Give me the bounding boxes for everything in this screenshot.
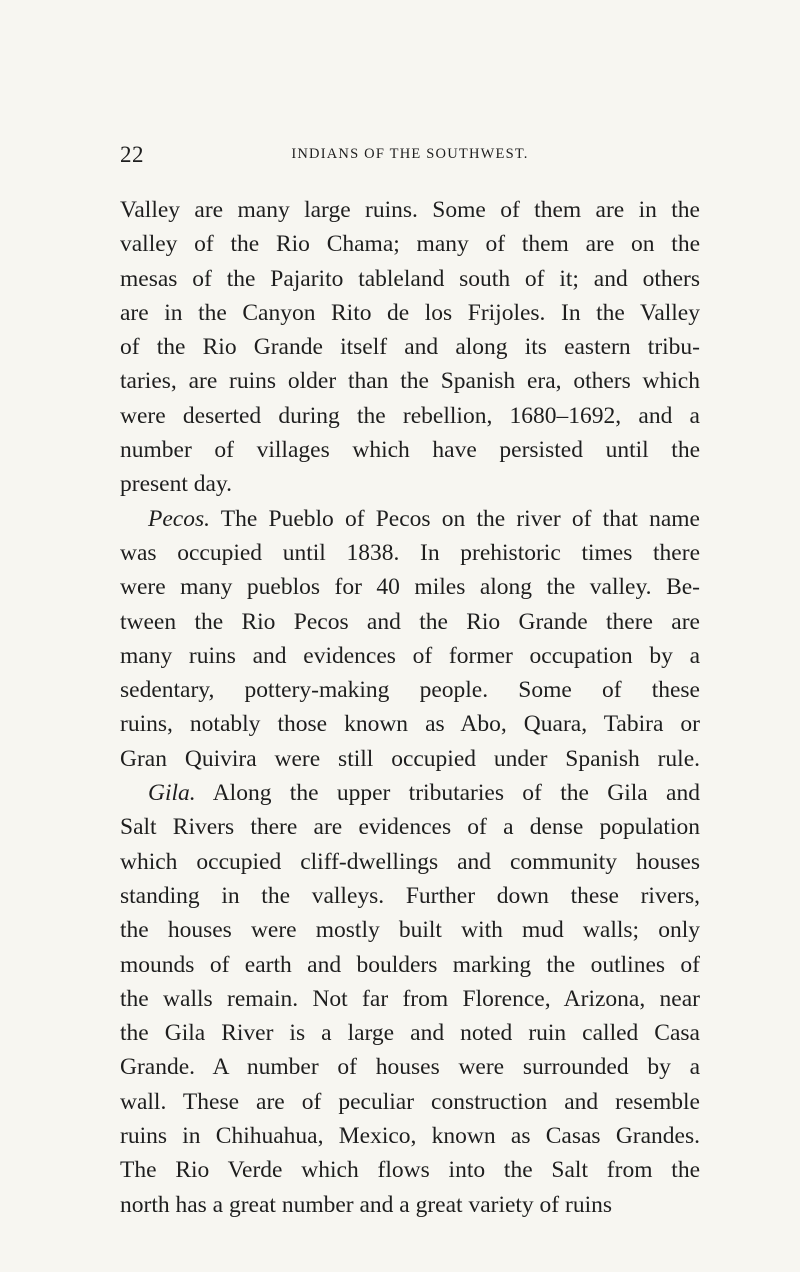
section-heading-gila: Gila.: [148, 780, 196, 807]
text-run: The Pueblo of Pecos on the river of that name: [210, 505, 700, 532]
body-text: [120, 193, 700, 1222]
text-line: tween the Rio Pecos and the Rio Grande there are: [120, 608, 700, 635]
text-line: standing in the valleys. Further down these rivers,: [120, 882, 700, 909]
text-line-with-heading: [120, 502, 700, 536]
text-line: the walls remain. Not far from Florence, Arizona, near: [120, 985, 700, 1012]
text-line: was occupied until 1838. In prehistoric times there: [120, 539, 700, 566]
text-line: ruins in Chihuahua, Mexico, known as Casas Grandes.: [120, 1123, 700, 1150]
text-line: are in the Canyon Rito de los Frijoles. In the Valley: [120, 299, 700, 326]
text-line: the houses were mostly built with mud walls; only: [120, 917, 700, 944]
text-line: which occupied cliff-dwellings and community houses: [120, 848, 700, 875]
section-heading-pecos: Pecos.: [148, 505, 210, 532]
text-line: The Rio Verde which flows into the Salt from the: [120, 1157, 700, 1184]
text-line: wall. These are of peculiar construction and resemble: [120, 1088, 700, 1115]
page-number: 22: [120, 142, 144, 167]
text-line: Salt Rivers there are evidences of a dense population: [120, 814, 700, 841]
text-run: Along the upper tributaries of the Gila and: [195, 780, 700, 807]
text-line: Valley are many large ruins. Some of them are in the: [120, 197, 700, 223]
text-line: ruins, notably those known as Abo, Quara, Tabira or: [120, 711, 700, 738]
text-line: valley of the Rio Chama; many of them are on the: [120, 231, 700, 258]
running-head: [120, 142, 700, 170]
text-line: of the Rio Grande itself and along its eastern tribu-: [120, 334, 700, 361]
text-line: Gran Quivira were still occupied under Spanish rule.: [120, 745, 700, 772]
running-title: INDIANS OF THE SOUTHWEST.: [291, 146, 529, 162]
text-line: were deserted during the rebellion, 1680–1692, and a: [120, 402, 700, 429]
text-line: present day.: [120, 471, 233, 498]
text-line: Grande. A number of houses were surrounded by a: [120, 1054, 700, 1081]
text-line: mounds of earth and boulders marking the outlines of: [120, 951, 700, 978]
text-line: taries, are ruins older than the Spanish era, others which: [120, 368, 700, 395]
text-line-with-heading: [120, 776, 700, 810]
text-line: the Gila River is a large and noted ruin called Casa: [120, 1020, 700, 1047]
text-line: were many pueblos for 40 miles along the valley. Be-: [120, 574, 700, 601]
text-line: many ruins and evidences of former occupation by a: [120, 642, 700, 669]
text-line: north has a great number and a great variety of ruins: [120, 1191, 613, 1218]
text-line: number of villages which have persisted until the: [120, 437, 700, 464]
text-line: mesas of the Pajarito tableland south of it; and others: [120, 265, 700, 292]
text-line: sedentary, pottery-making people. Some of these: [120, 677, 700, 704]
